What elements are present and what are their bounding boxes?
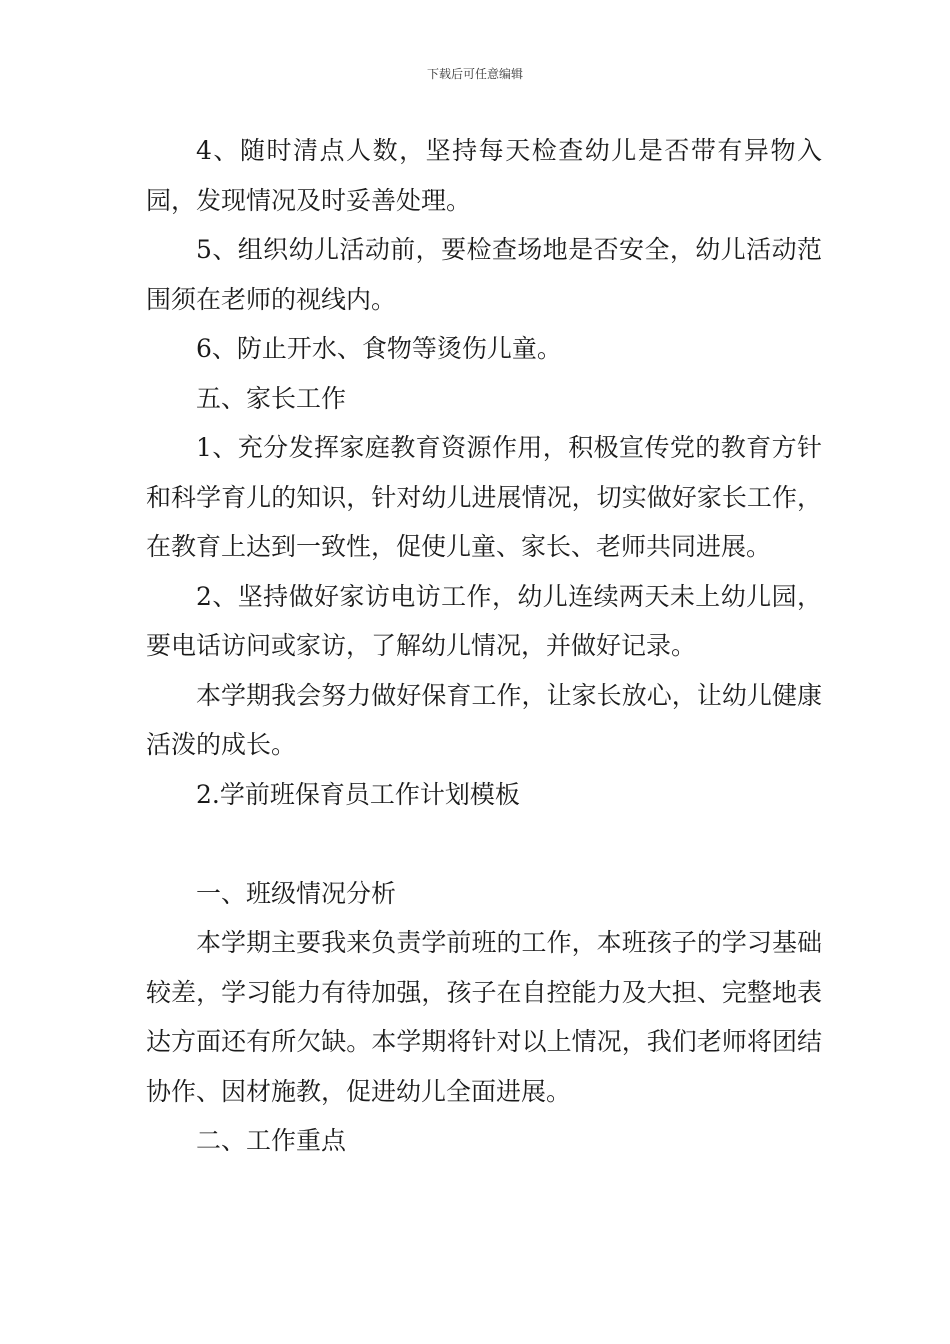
- paragraph-safety-item-4: 4、随时清点人数，坚持每天检查幼儿是否带有异物入园，发现情况及时妥善处理。: [146, 136, 822, 215]
- paragraph-safety-item-6: 6、防止开水、食物等烫伤儿童。: [196, 334, 562, 363]
- paragraph-parent-item-2: 2、坚持做好家访电访工作，幼儿连续两天未上幼儿园，要电话访问或家访，了解幼儿情况，并做好记录。: [146, 581, 822, 660]
- page-header: 下载后可任意编辑: [426, 67, 523, 81]
- paragraph-class-analysis: 本学期主要我来负责学前班的工作，本班孩子的学习基础较差，学习能力有待加强，孩子在自控能力及大担、完整地表达方面还有所欠缺。本学期将针对以上情况，我们老师将团结协作、因材施教，促进幼儿全面进展。: [146, 928, 822, 1106]
- section-heading-parent-work: 五、家长工作: [196, 383, 347, 413]
- section-heading-class-analysis: 一、班级情况分析: [196, 878, 397, 908]
- paragraph-closing: 本学期我会努力做好保育工作，让家长放心，让幼儿健康活泼的成长。: [146, 680, 822, 759]
- document-body: [146, 126, 822, 1166]
- paragraph-parent-item-1: 1、充分发挥家庭教育资源作用，积极宣传党的教育方针和科学育儿的知识，针对幼儿进展情况，切实做好家长工作，在教育上达到一致性，促使儿童、家长、老师共同进展。: [146, 433, 822, 561]
- document-title-template: 2.学前班保育员工作计划模板: [196, 779, 520, 809]
- paragraph-safety-item-5: 5、组织幼儿活动前，要检查场地是否安全，幼儿活动范围须在老师的视线内。: [146, 235, 822, 314]
- section-heading-work-focus: 二、工作重点: [196, 1126, 347, 1155]
